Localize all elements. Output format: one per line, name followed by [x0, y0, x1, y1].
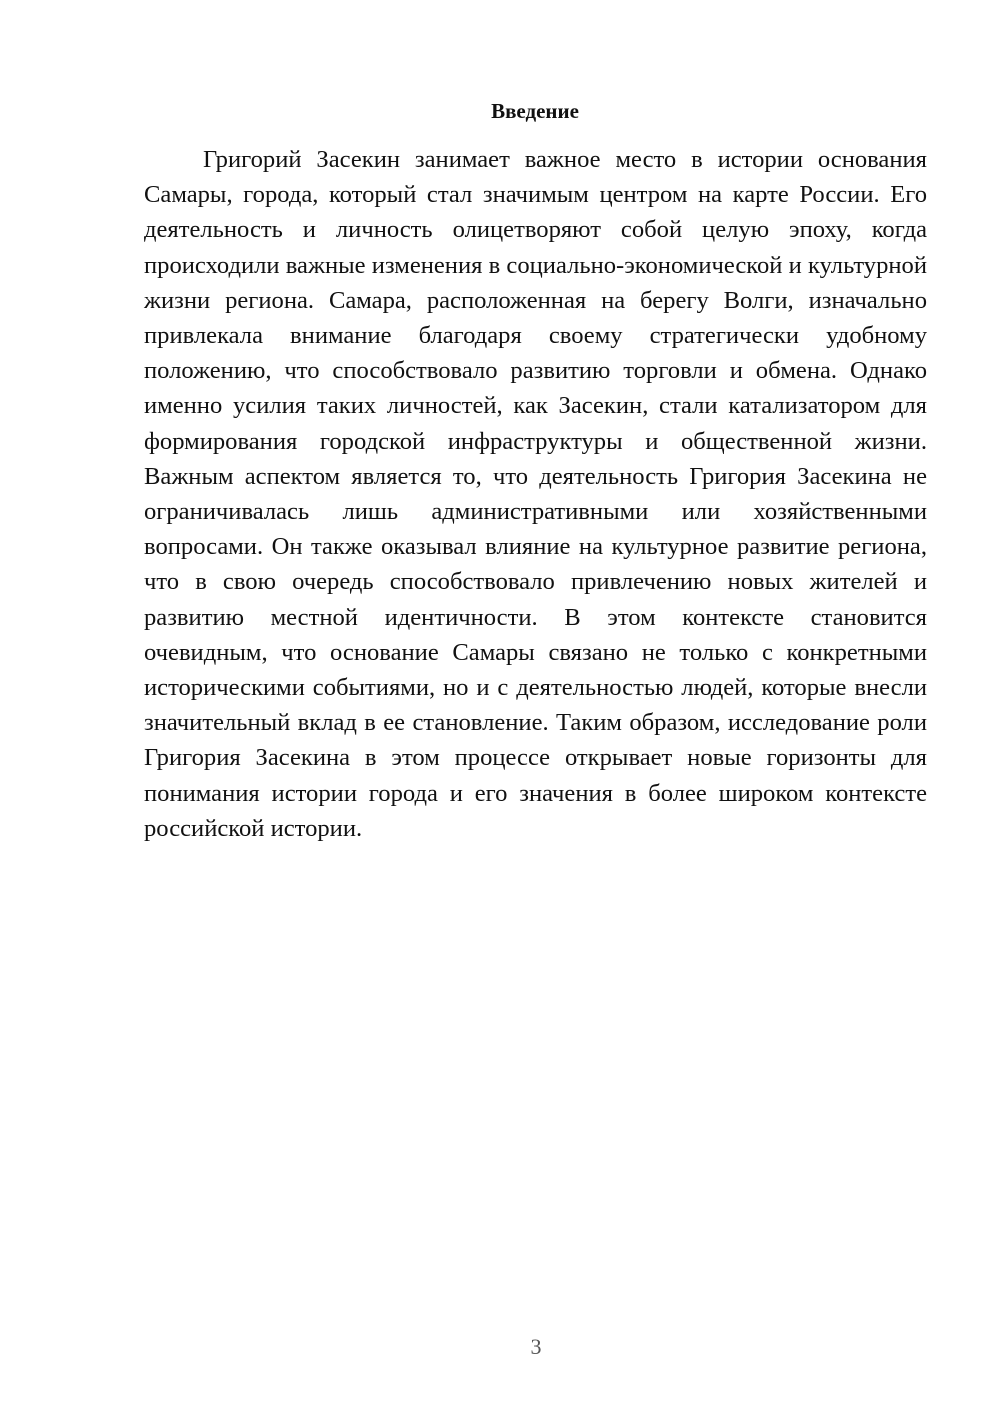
body-paragraph: Григорий Засекин занимает важное место в истории основания Самары, города, который стал значимым центром на карте России. Его деятельность и личность олицетворяют собой целую эпоху, когда происходили важные изменения в социально-экономической и культурной жизни региона. Самара, расположенная на берегу Волги, изначально привлекала внимание благодаря своему стратегически удобному положению, что способствовало развитию торговли и обмена. Однако именно усилия таких личностей, как Засекин, стали катализатором для формирования городской инфраструктуры и общественной жизни. Важным аспектом является то, что деятельность Григория Засекина не ограничивалась лишь административными или хозяйственными вопросами. Он также оказывал влияние на культурное развитие региона, что в свою очередь способствовало привлечению новых жителей и развитию местной идентичности. В этом контексте становится очевидным, что основание Самары связано не только с конкретными историческими событиями, но и с деятельностью людей, которые внесли значительный вклад в ее становление. Таким образом, исследование роли Григория Засекина в этом процессе открывает новые горизонты для понимания истории города и его значения в более широком контексте российской истории. — [144, 146, 927, 842]
section-heading: Введение — [491, 99, 579, 123]
page-number: 3 — [530, 1334, 542, 1359]
